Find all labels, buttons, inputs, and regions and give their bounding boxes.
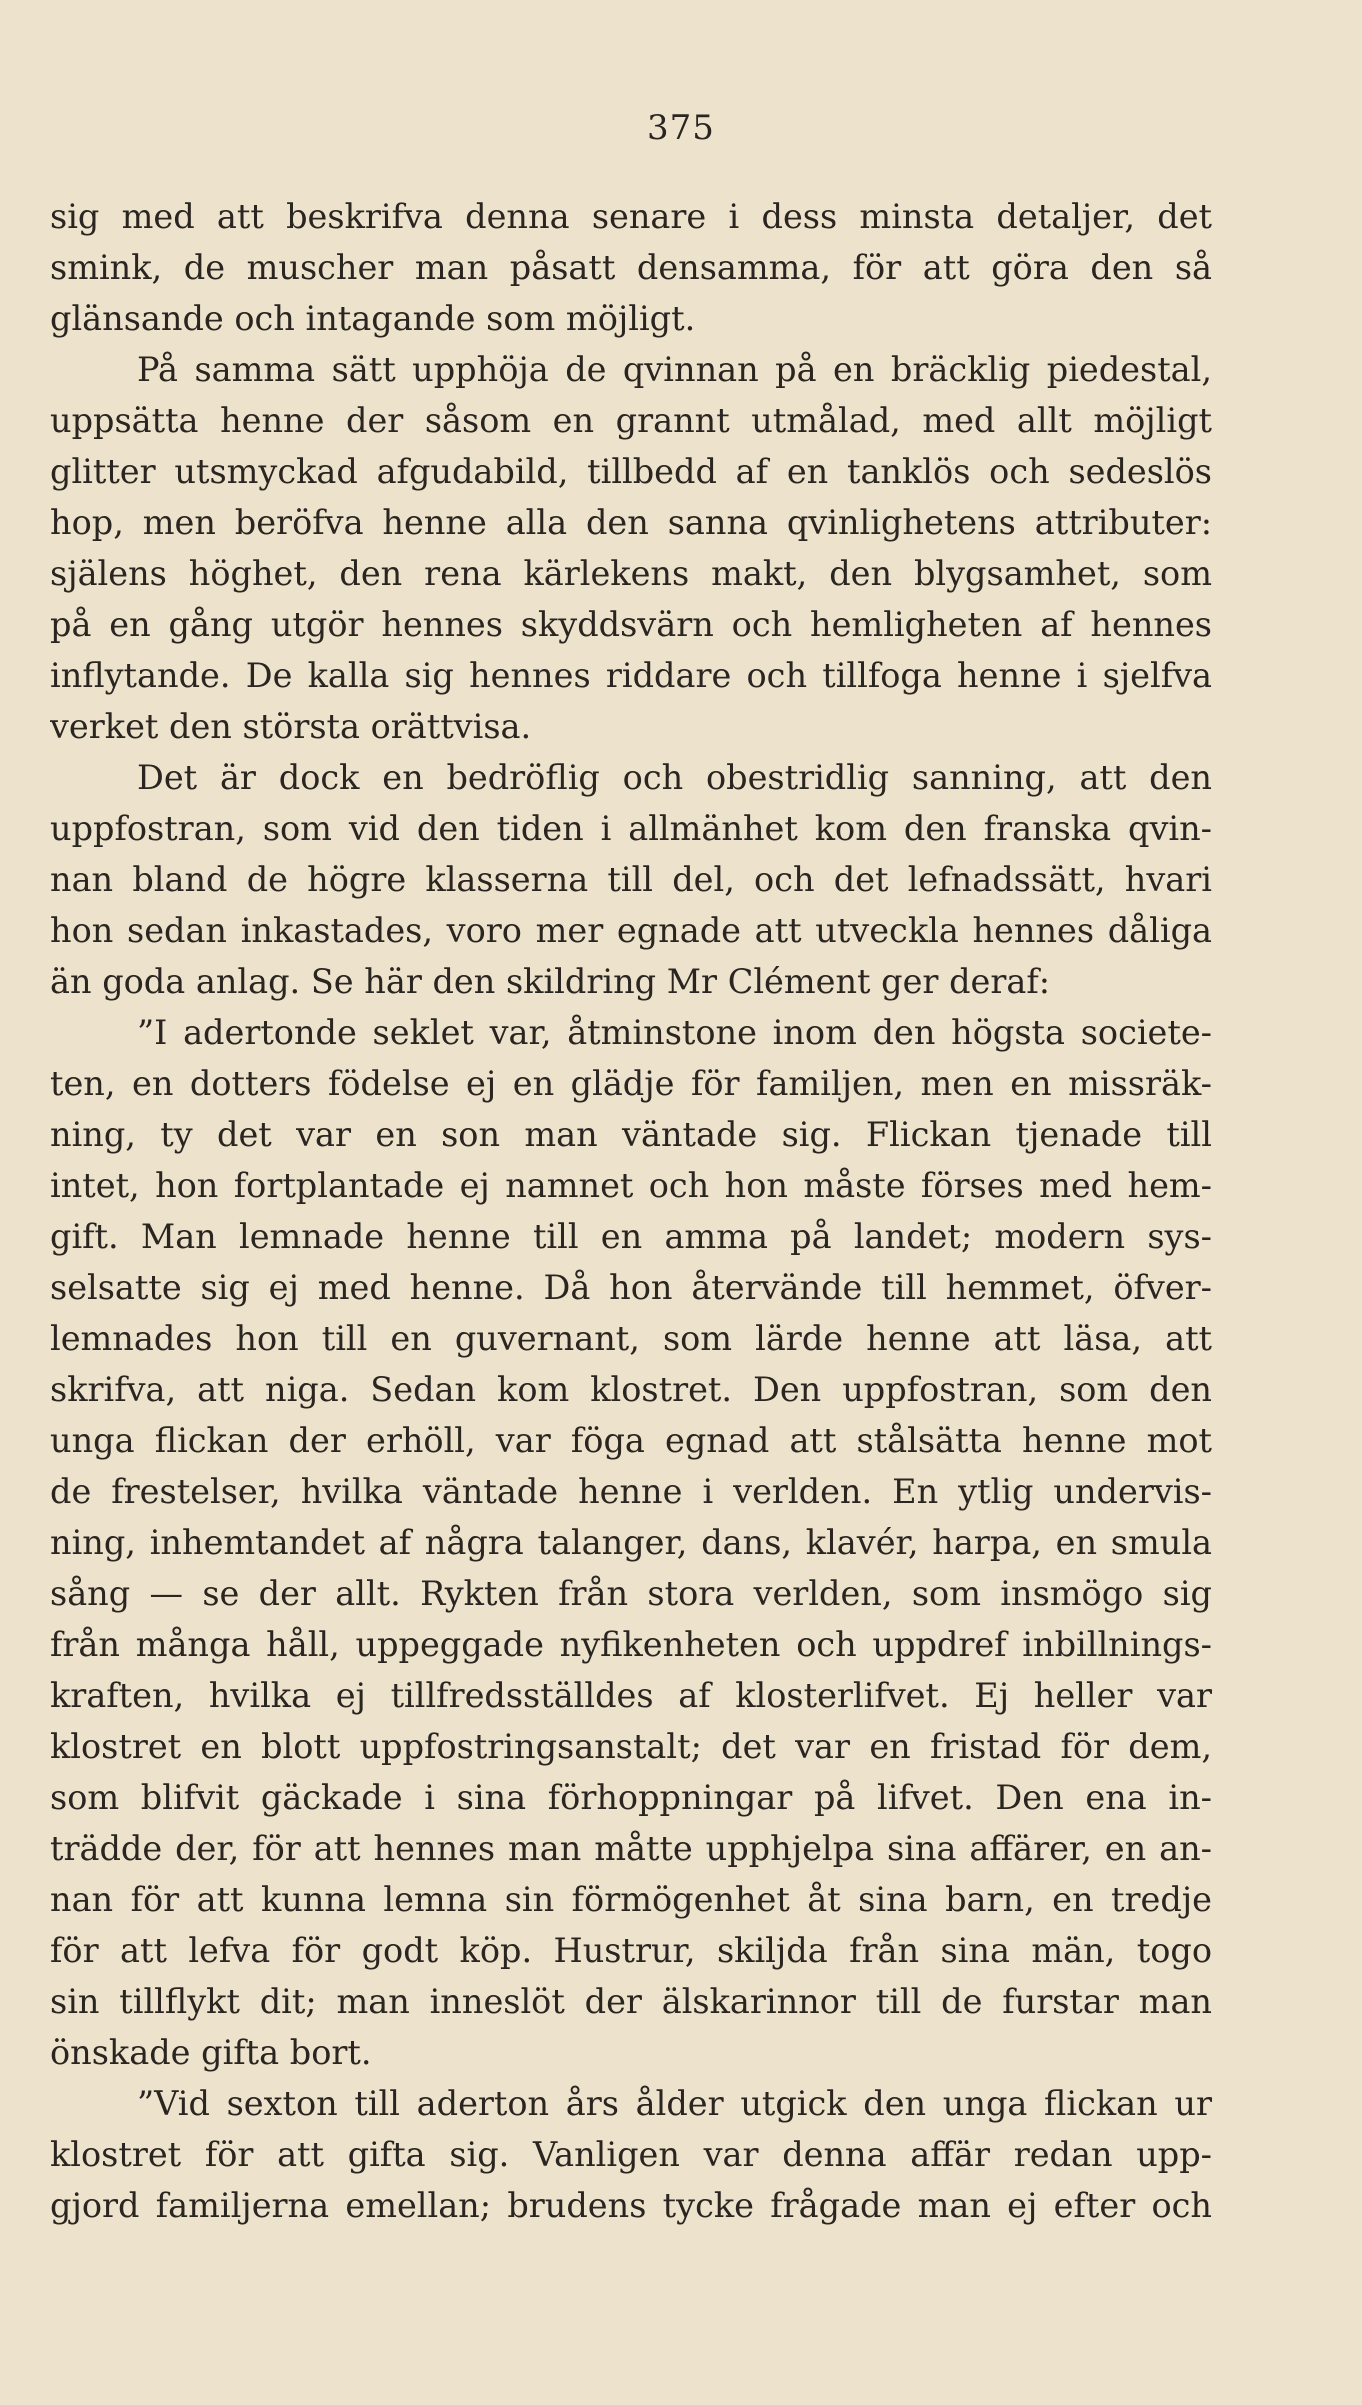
text-line: ”Vid sexton till aderton års ålder utgick den unga flickan ur xyxy=(137,2084,1212,2123)
text-line: hon sedan inkastades, voro mer egnade att utveckla hennes dåliga xyxy=(50,911,1212,950)
text-line: Det är dock en bedröflig och obestridlig sanning, att den xyxy=(137,758,1212,797)
text-line: gift. Man lemnade henne till en amma på landet; modern sys- xyxy=(50,1217,1212,1256)
text-line: ning, inhemtandet af några talanger, dans, klavér, harpa, en smula xyxy=(50,1523,1212,1562)
text-line: sång — se der allt. Rykten från stora verlden, som insmögo sig xyxy=(50,1574,1212,1613)
body-text xyxy=(50,191,1212,2231)
text-line: verket den största orättvisa. xyxy=(50,707,532,746)
text-line: som blifvit gäckade i sina förhoppningar på lifvet. Den ena in- xyxy=(50,1778,1212,1817)
text-line: trädde der, för att hennes man måtte upphjelpa sina affärer, en an- xyxy=(50,1829,1212,1868)
text-line: På samma sätt upphöja de qvinnan på en bräcklig piedestal, xyxy=(137,350,1212,389)
text-line: gjord familjerna emellan; brudens tycke frågade man ej efter och xyxy=(50,2186,1212,2225)
text-line: än goda anlag. Se här den skildring Mr Clément ger deraf: xyxy=(50,962,1051,1001)
text-line: glitter utsmyckad afgudabild, tillbedd af en tanklös och sedeslös xyxy=(50,452,1212,491)
text-line: nan för att kunna lemna sin förmögenhet åt sina barn, en tredje xyxy=(50,1880,1212,1919)
text-line: uppsätta henne der såsom en grannt utmålad, med allt möjligt xyxy=(50,401,1212,440)
text-line: klostret för att gifta sig. Vanligen var denna affär redan upp- xyxy=(50,2135,1212,2174)
text-line: uppfostran, som vid den tiden i allmänhet kom den franska qvin- xyxy=(50,809,1212,848)
text-line: ”I adertonde seklet var, åtminstone inom den högsta societe- xyxy=(137,1013,1212,1052)
text-line: intet, hon fortplantade ej namnet och hon måste förses med hem- xyxy=(50,1166,1212,1205)
text-line: klostret en blott uppfostringsanstalt; det var en fristad för dem, xyxy=(50,1727,1212,1766)
text-line: sin tillflykt dit; man inneslöt der älskarinnor till de furstar man xyxy=(50,1982,1212,2021)
text-line: lemnades hon till en guvernant, som lärde henne att läsa, att xyxy=(50,1319,1212,1358)
text-line: hop, men beröfva henne alla den sanna qvinlighetens attributer: xyxy=(50,503,1212,542)
page-number: 375 xyxy=(647,108,715,148)
text-line: nan bland de högre klasserna till del, och det lefnadssätt, hvari xyxy=(50,860,1212,899)
text-line: unga flickan der erhöll, var föga egnad att stålsätta henne mot xyxy=(50,1421,1212,1460)
text-line: sig med att beskrifva denna senare i dess minsta detaljer, det xyxy=(50,197,1212,236)
text-line: glänsande och intagande som möjligt. xyxy=(50,299,696,338)
text-line: kraften, hvilka ej tillfredsställdes af klosterlifvet. Ej heller var xyxy=(50,1676,1212,1715)
text-line: från många håll, uppeggade nyfikenheten och uppdref inbillnings- xyxy=(50,1625,1212,1664)
text-line: inflytande. De kalla sig hennes riddare och tillfoga henne i sjelfva xyxy=(50,656,1212,695)
text-line: smink, de muscher man påsatt densamma, för att göra den så xyxy=(50,248,1212,287)
text-line: ning, ty det var en son man väntade sig. Flickan tjenade till xyxy=(50,1115,1212,1154)
text-line: önskade gifta bort. xyxy=(50,2033,372,2072)
text-line: för att lefva för godt köp. Hustrur, skiljda från sina män, togo xyxy=(50,1931,1212,1970)
text-line: de frestelser, hvilka väntade henne i verlden. En ytlig undervis- xyxy=(50,1472,1212,1511)
text-line: ten, en dotters födelse ej en glädje för familjen, men en missräk- xyxy=(50,1064,1212,1103)
text-line: skrifva, att niga. Sedan kom klostret. Den uppfostran, som den xyxy=(50,1370,1212,1409)
text-line: själens höghet, den rena kärlekens makt, den blygsamhet, som xyxy=(50,554,1212,593)
text-line: på en gång utgör hennes skyddsvärn och hemligheten af hennes xyxy=(50,605,1212,644)
text-line: selsatte sig ej med henne. Då hon återvände till hemmet, öfver- xyxy=(50,1268,1212,1307)
